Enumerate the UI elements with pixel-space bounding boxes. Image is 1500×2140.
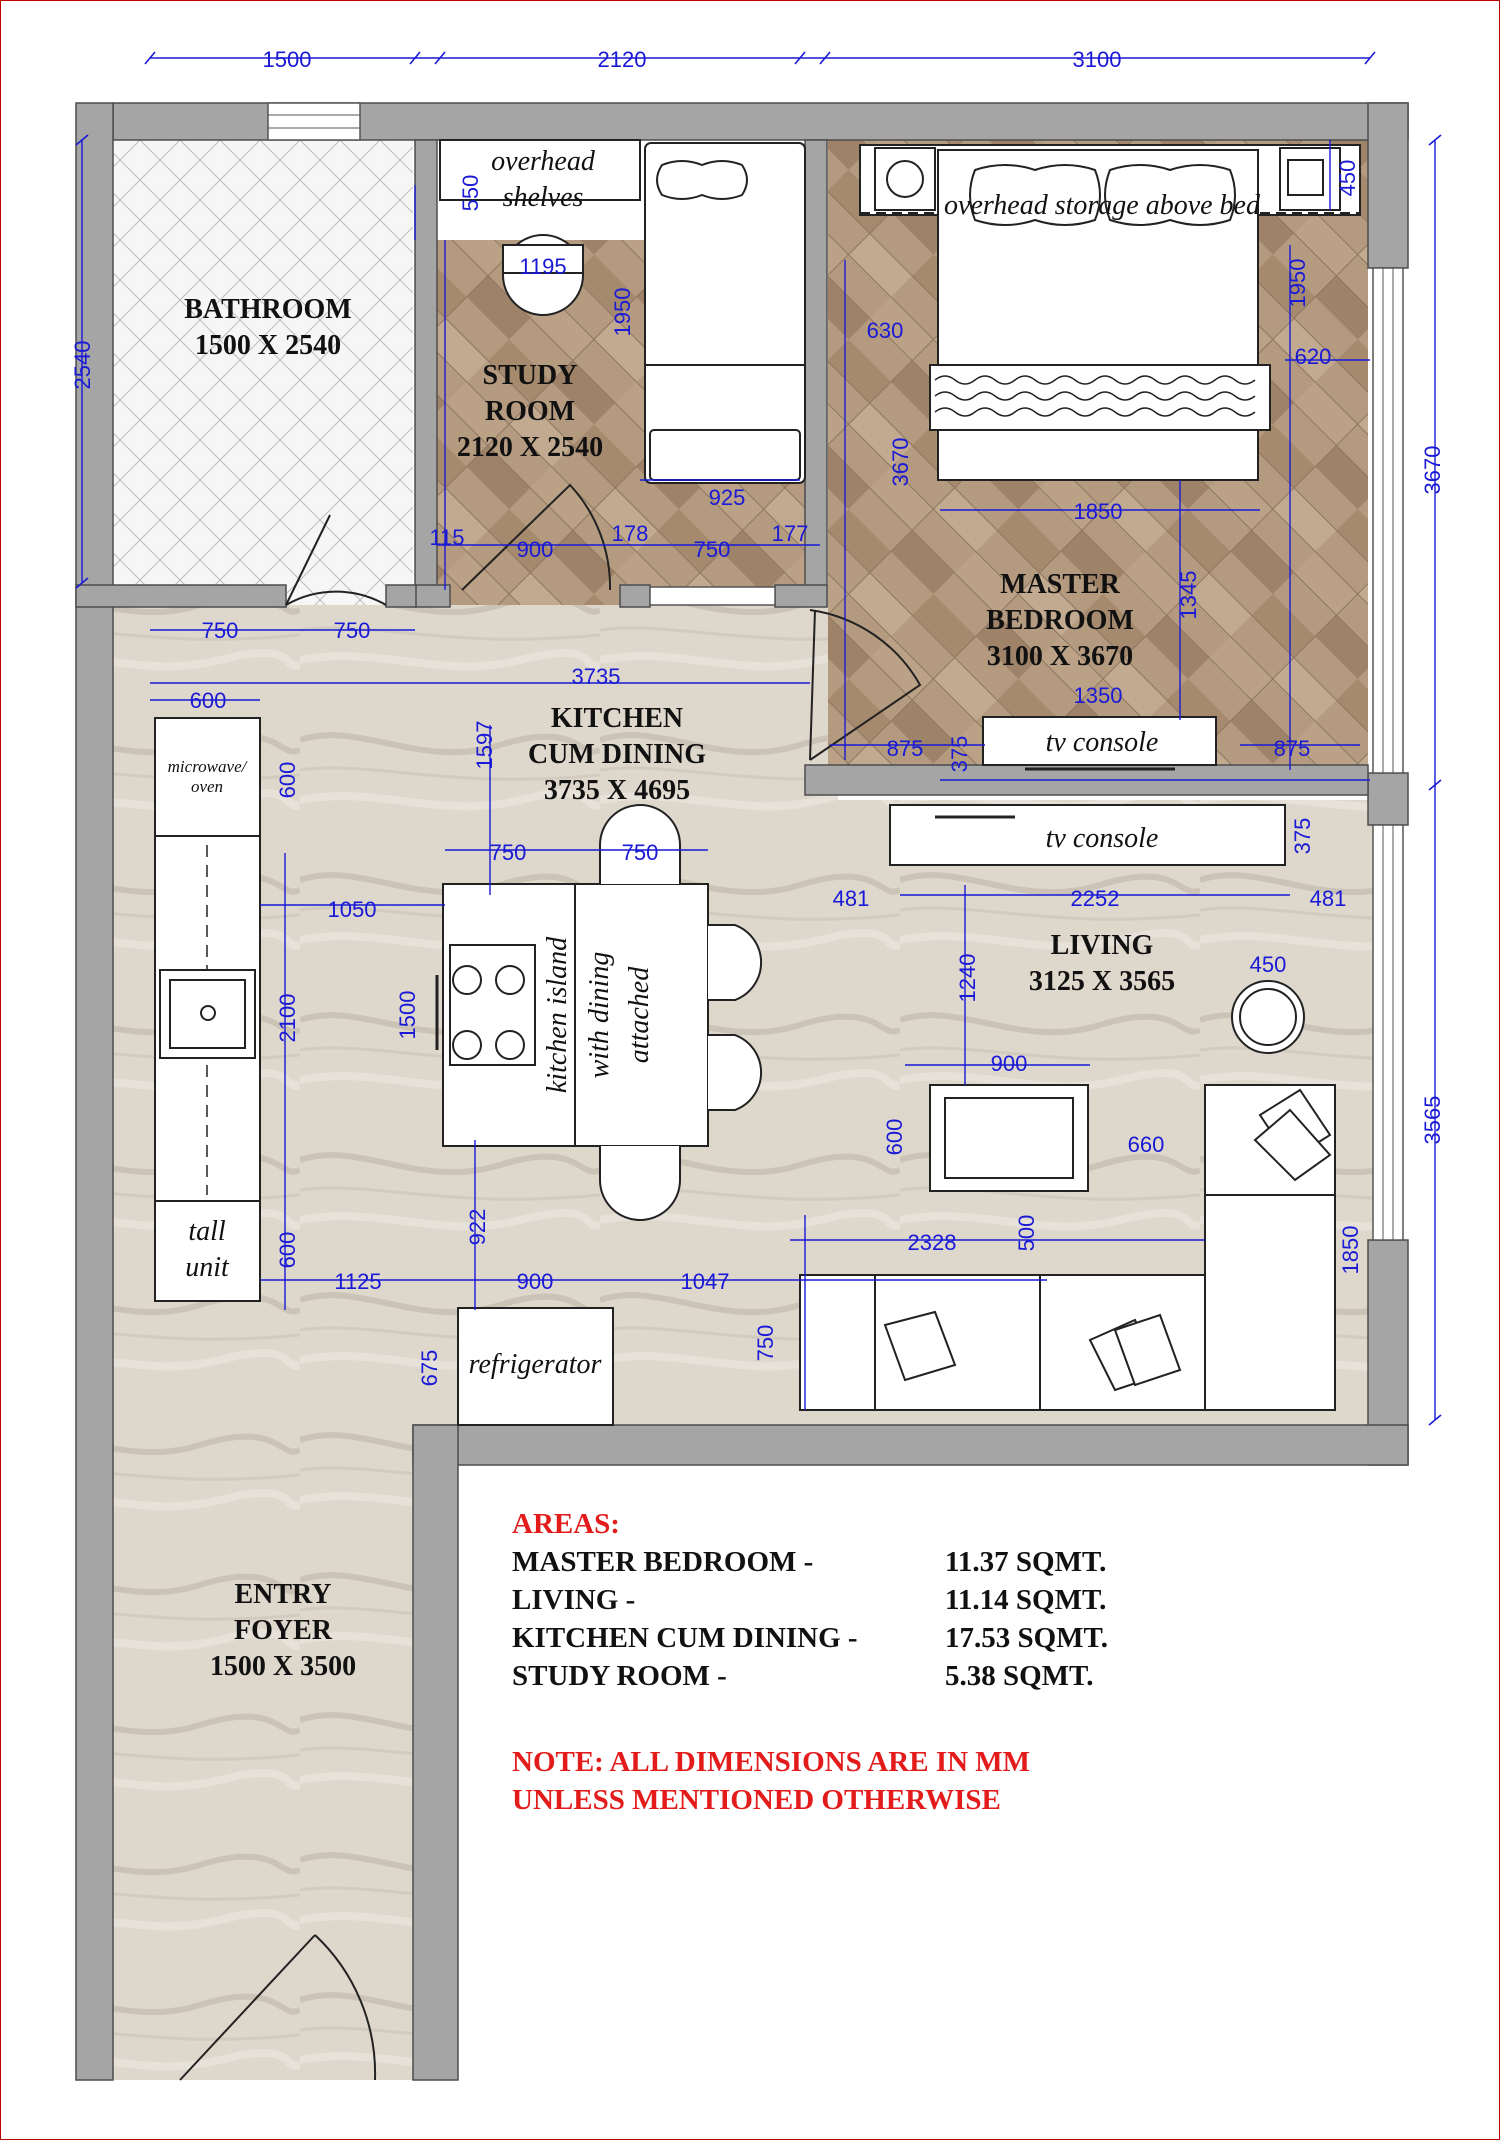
side-table-round	[1232, 981, 1304, 1053]
dim-481-right: 481	[1309, 886, 1347, 911]
tall-unit-label-2: unit	[185, 1252, 229, 1283]
area-value: 5.38 SQMT.	[945, 1660, 1094, 1692]
island-label-3: attached	[624, 966, 655, 1064]
foyer-floor	[113, 1420, 453, 2080]
dim-1345: 1345	[1176, 570, 1201, 620]
master-size: 3100 X 3670	[986, 641, 1134, 672]
master-name-line1: MASTER	[1000, 569, 1120, 600]
dim-1350: 1350	[1073, 683, 1123, 708]
living-size: 3125 X 3565	[1028, 966, 1176, 997]
dim-3735: 3735	[571, 664, 621, 689]
dim-1195: 1195	[519, 254, 567, 279]
dim-1240: 1240	[955, 953, 980, 1003]
dim-500: 500	[1014, 1214, 1039, 1252]
dim-660: 660	[1127, 1132, 1165, 1157]
dim-1125: 1125	[334, 1269, 382, 1294]
dim-550: 550	[458, 174, 483, 212]
dim-450-table: 450	[1249, 952, 1287, 977]
bedroom-window	[1373, 268, 1403, 773]
area-value: 11.37 SQMT.	[945, 1546, 1107, 1578]
dim-right-3670: 3670	[1420, 445, 1445, 495]
dim-925: 925	[708, 485, 746, 510]
study-pillow	[657, 161, 747, 199]
study-size: 2120 X 2540	[456, 432, 604, 463]
dim-922: 922	[465, 1208, 490, 1246]
kitchen-size: 3735 X 4695	[543, 775, 691, 806]
dim-750-sofa: 750	[753, 1324, 778, 1362]
island-label-1: kitchen island	[542, 936, 573, 1094]
dim-right-3565: 3565	[1420, 1095, 1445, 1145]
dim-1597: 1597	[472, 720, 497, 770]
bathroom-name: BATHROOM	[184, 294, 352, 325]
dim-top-2120: 2120	[597, 47, 647, 72]
dim-900-fridge: 900	[516, 1269, 554, 1294]
dim-2328: 2328	[907, 1230, 957, 1255]
dim-481-left: 481	[832, 886, 870, 911]
dim-750-island-b: 750	[621, 840, 659, 865]
foyer-size: 1500 X 3500	[209, 1651, 357, 1682]
microwave-label-1: microwave/	[167, 757, 247, 776]
tv-console-bedroom-label: tv console	[1045, 727, 1159, 758]
foyer-name-line2: FOYER	[234, 1615, 332, 1646]
master-name-line2: BEDROOM	[986, 605, 1134, 636]
dim-2252: 2252	[1070, 886, 1120, 911]
dim-1050: 1050	[327, 897, 377, 922]
note-text	[512, 1743, 1108, 1819]
area-row	[512, 1581, 1108, 1619]
dim-450-top: 450	[1335, 159, 1360, 197]
area-name: KITCHEN CUM DINING -	[512, 1622, 858, 1654]
foyer-name-line1: ENTRY	[234, 1579, 332, 1610]
dim-1850-bed: 1850	[1073, 499, 1123, 524]
living-window	[1373, 825, 1403, 1240]
dim-1850-sofa: 1850	[1338, 1225, 1363, 1275]
tv-console-living-label: tv console	[1045, 823, 1159, 854]
dim-900-study: 900	[516, 537, 554, 562]
dim-875-left: 875	[886, 736, 924, 761]
dim-3670-inner: 3670	[888, 437, 913, 487]
dim-375-tv: 375	[1290, 817, 1315, 855]
notes-block	[512, 1505, 1108, 1819]
dim-750-study: 750	[693, 537, 731, 562]
dim-1950-bed: 1950	[1285, 258, 1310, 308]
area-name: MASTER BEDROOM -	[512, 1546, 814, 1578]
dim-600-tall: 600	[275, 1231, 300, 1269]
dim-750-b: 750	[333, 618, 371, 643]
refrigerator-label: refrigerator	[468, 1349, 602, 1380]
bathroom-window	[268, 103, 360, 140]
areas-heading: AREAS:	[512, 1508, 620, 1540]
study-window	[650, 587, 775, 605]
area-row	[512, 1619, 1108, 1657]
island-label-2: with dining	[584, 951, 615, 1079]
dim-900-table: 900	[990, 1051, 1028, 1076]
dim-top-1500: 1500	[262, 47, 312, 72]
dim-2100: 2100	[275, 993, 300, 1043]
dim-630: 630	[866, 318, 904, 343]
kitchen-name-line1: KITCHEN	[550, 703, 684, 734]
bathroom-floor	[113, 140, 413, 605]
overhead-storage-label: overhead storage above bed	[944, 190, 1260, 221]
area-name: STUDY ROOM -	[512, 1660, 727, 1692]
area-name: LIVING -	[512, 1584, 636, 1616]
tall-unit-label-1: tall	[188, 1216, 226, 1247]
dim-875-right: 875	[1273, 736, 1311, 761]
dim-top-3100: 3100	[1072, 47, 1122, 72]
dim-left-2540: 2540	[70, 340, 95, 390]
note-line-2: UNLESS MENTIONED OTHERWISE	[512, 1784, 1001, 1816]
area-row	[512, 1657, 1108, 1695]
dim-600-table: 600	[882, 1118, 907, 1156]
dim-178: 178	[611, 521, 649, 546]
dim-675: 675	[417, 1349, 442, 1387]
dim-600-top: 600	[189, 688, 227, 713]
area-value: 11.14 SQMT.	[945, 1584, 1107, 1616]
living-name: LIVING	[1050, 930, 1154, 961]
dim-177: 177	[771, 521, 809, 546]
dim-1950-study: 1950	[610, 287, 635, 337]
dim-1047: 1047	[680, 1269, 730, 1294]
kitchen-name-line2: CUM DINING	[527, 739, 707, 770]
area-row	[512, 1543, 1108, 1581]
dim-375-bed: 375	[947, 735, 972, 773]
area-value: 17.53 SQMT.	[945, 1622, 1108, 1654]
study-name-line1: STUDY	[482, 360, 578, 391]
bathroom-size: 1500 X 2540	[194, 330, 342, 361]
note-line-1: NOTE: ALL DIMENSIONS ARE IN MM	[512, 1746, 1031, 1778]
study-name-line2: ROOM	[484, 396, 576, 427]
overhead-shelves-label-2: shelves	[502, 182, 584, 213]
dim-750-island-a: 750	[489, 840, 527, 865]
dim-600-micro: 600	[275, 761, 300, 799]
dim-115: 115	[429, 525, 465, 550]
overhead-shelves-label-1: overhead	[491, 146, 595, 177]
dim-620: 620	[1294, 344, 1332, 369]
dim-1500-island: 1500	[395, 990, 420, 1040]
bed-throw	[930, 365, 1270, 430]
dim-750-a: 750	[201, 618, 239, 643]
microwave-label-2: oven	[190, 777, 224, 796]
